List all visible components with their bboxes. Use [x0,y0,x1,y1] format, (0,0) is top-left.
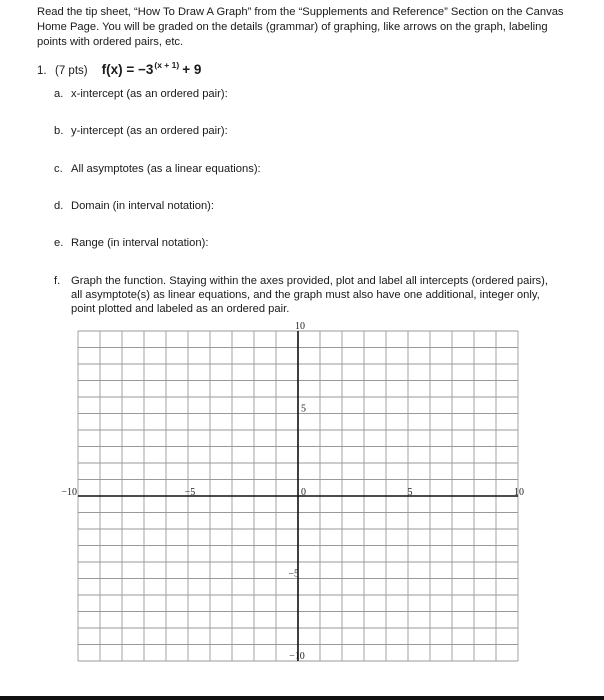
part-b-text: y-intercept (as an ordered pair): [71,125,228,137]
instructions-text: Read the tip sheet, “How To Draw A Graph” from the “Supplements and Reference” Section on the Canvas Home Page. You will be graded on the details (grammar) of graphing, like arrows on the graph, labeling points with ordered pairs, etc. [37,6,564,48]
part-c-text: All asymptotes (as a linear equations): [71,163,261,175]
y-tick-label: −5 [288,568,299,580]
part-a-text: x-intercept (as an ordered pair): [71,88,228,100]
question-number: 1. [37,65,47,77]
function-exponent: (x + 1) [154,60,180,70]
x-tick-label: −5 [184,487,196,498]
y-tick-label: 10 [295,321,305,332]
part-e-letter: e. [54,237,64,249]
tick-labels [61,321,524,662]
part-f-text: Graph the function. Staying within the axes provided, plot and label all intercepts (ordered pairs), all asymptote(s) as linear equations, and the graph must also have one additional, integer only, point plotted and labeled as an ordered pair. [71,275,548,315]
part-a-letter: a. [54,88,64,100]
part-d-letter: d. [54,200,64,212]
function-base: f(x) = −3 [101,62,154,77]
part-c-letter: c. [54,163,63,175]
function-tail: + 9 [182,62,202,77]
part-f-letter: f. [54,275,61,287]
part-b-letter: b. [54,125,64,137]
y-tick-label: −10 [289,651,305,662]
part-e-text: Range (in interval notation): [71,237,209,249]
page-bottom-border [0,696,604,700]
question-points: (7 pts) [55,65,88,77]
x-tick-label: 0 [301,487,306,498]
x-tick-label: −10 [61,487,77,498]
x-tick-label: 10 [514,487,524,498]
part-d-text: Domain (in interval notation): [71,200,215,212]
x-tick-label: 5 [407,487,413,498]
y-tick-label: 5 [301,403,306,415]
